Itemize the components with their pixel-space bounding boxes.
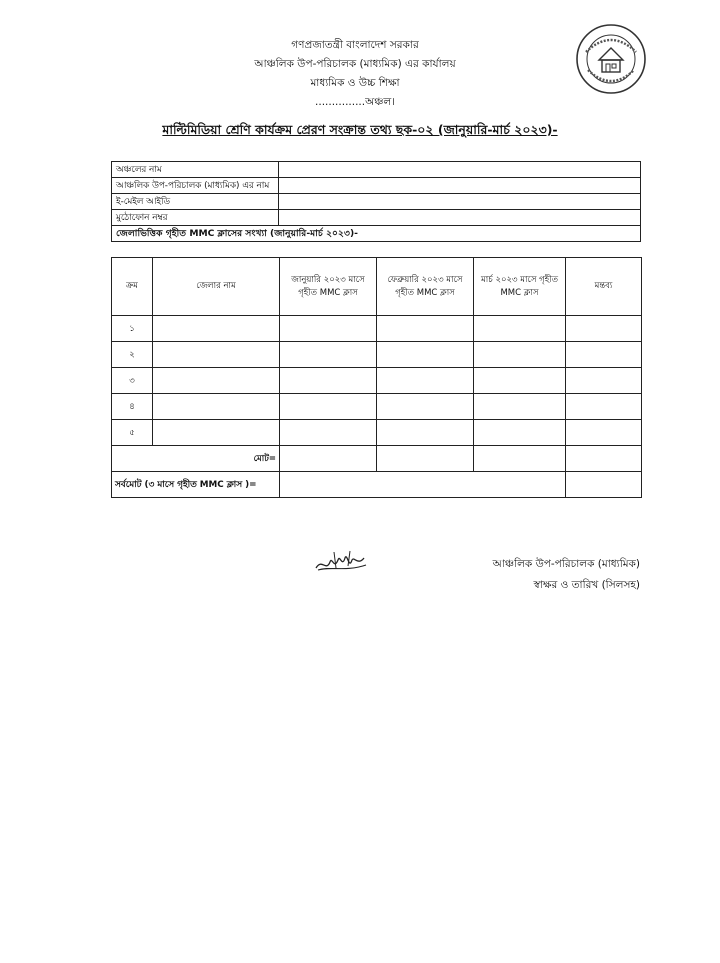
mobile-number-field[interactable] [279,210,641,226]
seal-icon [574,22,648,96]
form-title: মাল্টিমিডিয়া শ্রেণি কার্যক্রম প্রেরণ সংক্রান্ত তথ্য ছক-০২ (জানুয়ারি-মার্চ ২০২৩)- [162,122,558,137]
march-cell[interactable] [474,420,566,446]
info-table [111,161,641,242]
district-cell[interactable] [153,316,280,342]
remarks-cell[interactable] [566,316,642,342]
info-row [112,194,641,210]
office-header [200,36,510,112]
info-label: মুঠোফোন নম্বর [112,210,279,226]
table-row [112,420,642,446]
col-header-district: জেলার নাম [153,258,280,316]
info-row [112,178,641,194]
serial-cell: ১ [112,316,153,342]
remarks-total-cell[interactable] [566,446,642,472]
serial-cell: ৫ [112,420,153,446]
district-cell[interactable] [153,342,280,368]
remarks-cell[interactable] [566,394,642,420]
district-cell[interactable] [153,394,280,420]
table-row [112,316,642,342]
march-cell[interactable] [474,368,566,394]
remarks-cell[interactable] [566,368,642,394]
serial-cell: ৩ [112,368,153,394]
info-label: আঞ্চলিক উপ-পরিচালক (মাধ্যমিক) এর নাম [112,178,279,194]
col-header-march: মার্চ ২০২৩ মাসে গৃহীত MMC ক্লাস [474,258,566,316]
grand-total-label: সর্বমোট (৩ মাসে গৃহীত MMC ক্লাস )= [112,472,280,498]
col-header-january: জানুয়ারি ২০২৩ মাসে গৃহীত MMC ক্লাস [280,258,377,316]
january-cell[interactable] [280,342,377,368]
serial-cell: ২ [112,342,153,368]
deputy-director-name-field[interactable] [279,178,641,194]
district-cell[interactable] [153,420,280,446]
mmc-class-table [111,257,642,498]
region-line: ...............অঞ্চল। [315,96,395,108]
february-cell[interactable] [377,316,474,342]
col-header-serial: ক্রম [112,258,153,316]
signatory-designation: আঞ্চলিক উপ-পরিচালক (মাধ্যমিক) [492,558,640,570]
total-label: মোট= [112,446,280,472]
signature-note: স্বাক্ষর ও তারিখ (সিলসহ) [533,579,640,591]
grand-total-row [112,472,642,498]
region-name-field[interactable] [279,162,641,178]
january-total-cell[interactable] [280,446,377,472]
table-row [112,342,642,368]
february-total-cell[interactable] [377,446,474,472]
march-cell[interactable] [474,342,566,368]
february-cell[interactable] [377,420,474,446]
february-cell[interactable] [377,368,474,394]
grand-total-cell[interactable] [280,472,566,498]
serial-cell: ৪ [112,394,153,420]
march-total-cell[interactable] [474,446,566,472]
signature-block [440,554,640,596]
department-name: মাধ্যমিক ও উচ্চ শিক্ষা [310,77,400,89]
info-row [112,210,641,226]
office-name: আঞ্চলিক উপ-পরিচালক (মাধ্যমিক) এর কার্যালয় [254,58,456,70]
remarks-cell[interactable] [566,342,642,368]
government-name: গণপ্রজাতন্ত্রী বাংলাদেশ সরকার [291,39,419,51]
section-label: জেলাভিত্তিক গৃহীত MMC ক্লাসের সংখ্যা (জানুয়ারি-মার্চ ২০২৩)- [112,226,641,242]
january-cell[interactable] [280,368,377,394]
january-cell[interactable] [280,316,377,342]
grand-total-remarks-cell[interactable] [566,472,642,498]
info-label: অঞ্চলের নাম [112,162,279,178]
section-row [112,226,641,242]
col-header-february: ফেব্রুয়ারি ২০২৩ মাসে গৃহীত MMC ক্লাস [377,258,474,316]
district-cell[interactable] [153,368,280,394]
february-cell[interactable] [377,394,474,420]
march-cell[interactable] [474,316,566,342]
col-header-remarks: মন্তব্য [566,258,642,316]
table-header-row [112,258,642,316]
info-label: ই-মেইল আইডি [112,194,279,210]
january-cell[interactable] [280,394,377,420]
january-cell[interactable] [280,420,377,446]
signature-icon [312,548,370,576]
email-field[interactable] [279,194,641,210]
total-row [112,446,642,472]
table-row [112,368,642,394]
info-row [112,162,641,178]
february-cell[interactable] [377,342,474,368]
remarks-cell[interactable] [566,420,642,446]
table-row [112,394,642,420]
march-cell[interactable] [474,394,566,420]
